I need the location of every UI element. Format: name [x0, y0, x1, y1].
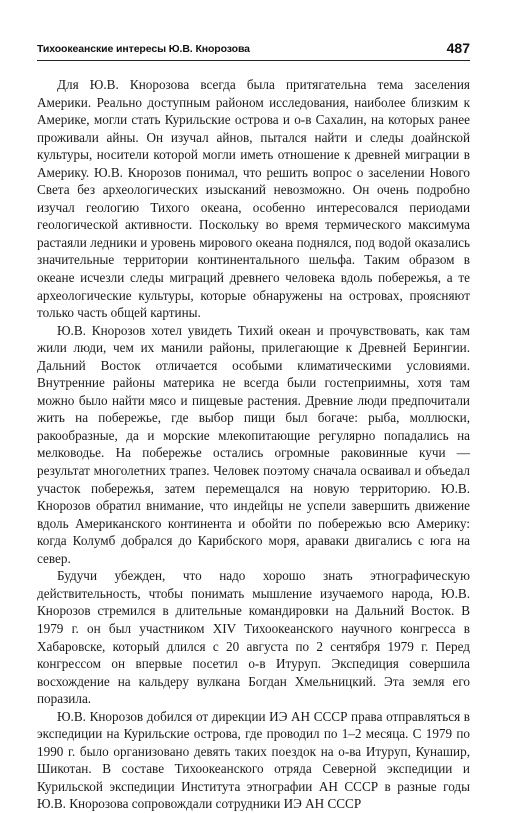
page-number: 487 [446, 40, 470, 56]
paragraph: Для Ю.В. Кнорозова всегда была притягательна тема заселения Америки. Реально доступным районом исследования, наиболее близким к Америке, могли стать Курильские острова и о-в Сахалин, на которых ранее проживали айны. Он изучал айнов, пытался найти и следы доайнской культуры, носители которой могли иметь отношение к древней миграции в Америку. Ю.В. Кнорозов понимал, что решить вопрос о заселении Нового Света без археологических изысканий невозможно. Он очень подробно изучал геологию Тихого океана, особенно интересовался периодами геологической активности. Поскольку во время термического максимума растаяли ледники и уровень мирового океана поднялся, под водой оказались значительные территории континентального шельфа. Таким образом в океане исчезли следы миграций древнего человека вдоль побережья, а те археологические культуры, которые обнаружены на островах, проясняют только часть общей картины. [37, 77, 470, 321]
running-title: Тихоокеанские интересы Ю.В. Кнорозова [37, 43, 250, 55]
paragraph: Ю.В. Кнорозов добился от дирекции ИЭ АН СССР права отправляться в экспедиции на Курильские острова, где проводил по 1–2 месяца. С 1979 по 1990 г. было организовано девять таких поездок на о-ва Итуруп, Кунашир, Шикотан. В составе Тихоокеанского отряда Северной экспедиции и Курильской экспедиции Института этнографии АН СССР в разные годы Ю.В. Кнорозова сопровождали сотрудники ИЭ АН СССР [37, 708, 470, 812]
body-text [37, 76, 470, 813]
running-header [37, 38, 470, 61]
paragraph: Ю.В. Кнорозов хотел увидеть Тихий океан и прочувствовать, как там жили люди, чем их манили районы, прилегающие к Древней Берингии. Дальний Восток отличается особыми климатическими условиями. Внутренние районы материка не всегда были гостеприимны, хотя там можно было найти мясо и пищевые растения. Древние люди предпочитали жить на побережье, где выбор пищи был богаче: рыба, моллюски, ракообразные, да и морские млекопитающие регулярно попадались на мелководье. На побережье остались огромные раковинные кучи — результат многолетних трапез. Человек поэтому сначала осваивал и объедал участок побережья, затем перемещался на новую территорию. Ю.В. Кнорозов обратил внимание, что индейцы не успели завершить движение вдоль Американского континента и обойти по побережью всю Америку: когда Колумб добрался до Карибского моря, араваки двигались с юга на север. [37, 322, 470, 566]
paragraph: Будучи убежден, что надо хорошо знать этнографическую действительность, чтобы понимать мышление изучаемого народа, Ю.В. Кнорозов стремился в длительные командировки на Дальний Восток. В 1979 г. он был участником XIV Тихоокеанского научного конгресса в Хабаровске, который длился с 20 августа по 2 сентября 1979 г. Перед конгрессом он впервые посетил о-в Итуруп. Экспедиция совершила восхождение на кальдеру вулкана Богдан Хмельницкий. Эта земля его поразила. [37, 568, 470, 707]
